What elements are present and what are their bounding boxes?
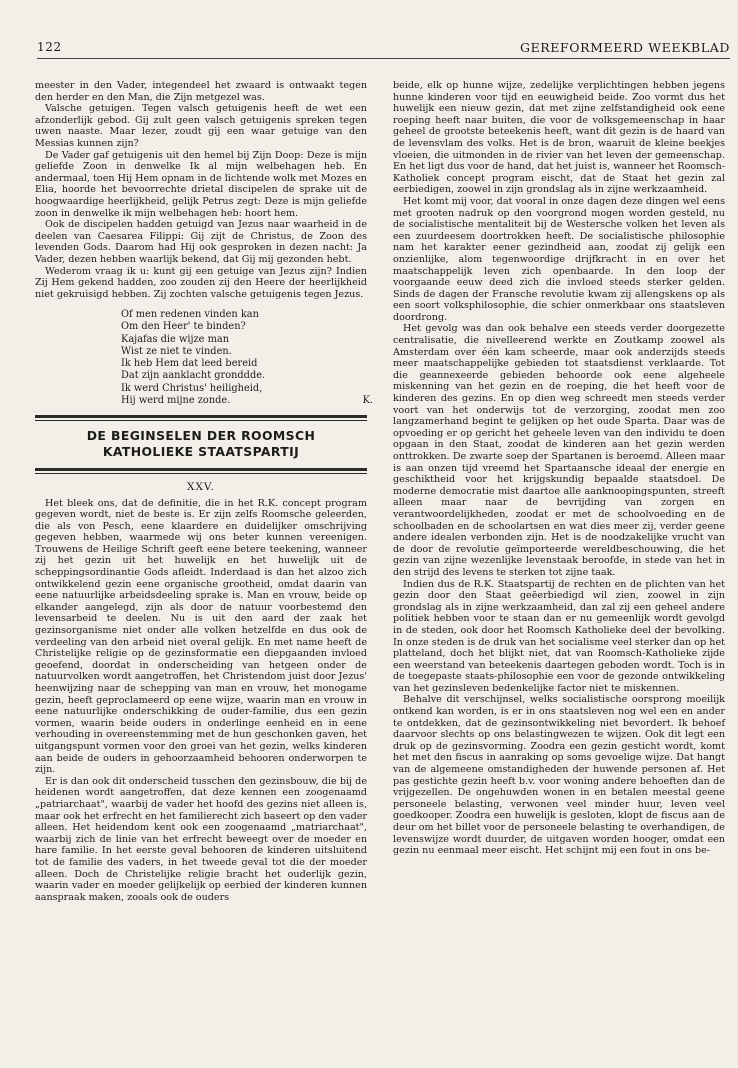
paragraph: Wederom vraag ik u: kunt gij een getuige van Jezus zijn? Indien Zij Hem gekend hadden, zoo zouden zij den Heere der heerlijkheid niet gekruisigd hebben. Zij zochten valsche getuigenis tegen Jezus. bbox=[35, 265, 367, 300]
poem-line: Om den Heer' te binden? bbox=[121, 321, 246, 333]
paragraph: Behalve dit verschijnsel, welks socialistische oorsprong moeilijk ontkend kan worden, is er in ons staatsleven nog wel een en ander te ontdekken, dat de gezinsontwikkeling niet bevordert. Ik behoef daarvoor slechts op ons belastingwezen te wijzen. Ook dit legt een druk op de gezinsvorming. Zoodra een gezin gesticht wordt, komt het met den fiscus in aanraking op soms gevoelige wijze. Dat hangt van de algemeene omstandigheden der huwende personen af. Het pas gestichte gezin heeft b.v. voor woning andere behoeften dan de vrijgezellen. De ongehuwden wonen in en betalen meestal geene personeele belasting, verwonen veel minder huur, leven veel goedkooper. Zoodra een huwelijk is gesloten, klopt de fiscus aan de deur om het billet voor de personeele belasting te overhandigen, de levenswijze wordt duurder, de uitgaven worden hooger, omdat een gezin nu eenmaal meer eischt. Het schijnt mij een fout in ons be- bbox=[393, 694, 725, 857]
poem-signature: K. bbox=[362, 394, 373, 406]
left-column bbox=[35, 80, 373, 903]
paragraph: Indien dus de R.K. Staatspartij de rechten en de plichten van het gezin door den Staat geëerbiedigd wil zien, zoowel in zijn grondslag als in zijne werkzaamheid, dan zal zij een geheel andere politiek hebben voor te staan dan er nu gemeenlijk wordt gevolgd in de steden, ook door het Roomsch Katholieke deel der bevolking. In onze steden is de druk van het socialisme veel sterker dan op het platteland, doch het blijkt niet, dat van Roomsch-Katholieke zijde een weerstand van beteekenis daartegen geboden wordt. Toch is in de toegepaste staats-philosophie een voor de gezonde ontwikkeling van het gezinsleven bedenkelijke factor niet te miskennen. bbox=[393, 578, 725, 694]
paragraph: Het komt mij voor, dat vooral in onze dagen deze dingen wel eens met grooten nadruk op den voorgrond mogen worden gesteld, nu de socialistische mentaliteit bij de Westersche volken het leven als een zuurdeesem doortrokken heeft. De socialistische philosophie nam het karakter eener gezindheid aan, zoodat zij gelijk een onzienlijke, alom tegenwoordige drijfkracht in en over het maatschappelijk leven zich openbaarde. In den loop der voorgaande eeuw deed zich die invloed steeds sterker gelden. Sinds de dagen der Fransche revolutie kwam zij allengskens op als een soort volksphilosophie, die schier onmerkbaar ons staatsleven doordrong. bbox=[393, 195, 725, 323]
poem-line: Of men redenen vinden kan bbox=[121, 309, 259, 321]
page-header bbox=[37, 38, 730, 59]
poem-line: Ik heb Hem dat leed bereid bbox=[121, 358, 258, 370]
paragraph: Valsche getuigen. Tegen valsch getuigenis heeft de wet een afzonderlijk gebod. Gij zult geen valsch getuigenis spreken tegen uwen naaste. Maar lezer, zoudt gij een waar getuige van den Messias kunnen zijn? bbox=[35, 103, 367, 149]
paragraph: Ook de discipelen hadden getuigd van Jezus naar waarheid in de deelen van Caesarea Filippi: Gij zijt de Christus, de Zoon des levenden Gods. Daarom had Hij ook gesproken in dezen nacht: Ja Vader, dezen hebben waarlijk bekend, dat Gij mij gezonden hebt. bbox=[35, 219, 367, 265]
right-column bbox=[393, 80, 725, 857]
poem-line: Wist ze niet te vinden. bbox=[121, 345, 232, 357]
paragraph: beide, elk op hunne wijze, zedelijke verplichtingen hebben jegens hunne kinderen voor tijd en eeuwigheid beide. Zoo vormt dus het huwelijk een nieuw gezin, dat met zijne zelfstandigheid ook eene roeping heeft naar buiten, die voor de volksgemeenschap in haar geheel de grootste beteekenis heeft, want dit gezin is de haard van de levensvlam des volks. Het is de bron, waaruit de kleine beekjes vloeien, die uitmonden in de rivier van het leven der gemeenschap. En het ligt dus voor de hand, dat het juist is, wanneer het Roomsch-Katholiek concept program eischt, dat de Staat het gezin zal eerbiedigen, zoowel in zijn grondslag als in zijne werkzaamheid. bbox=[393, 80, 725, 196]
poem-line: Dat zijn aanklacht gronddde. bbox=[121, 370, 266, 382]
paragraph: De Vader gaf getuigenis uit den hemel bij Zijn Doop: Deze is mijn geliefde Zoon in denwelke Ik al mijn welbehagen heb. En andermaal, toen Hij Hem opnam in de lichtende wolk met Mozes en Elia, hoorde het bevoorrechte drietal discipelen de sprake uit de hoogwaardige heerlijkheid, gelijk Petrus zegt: Deze is mijn geliefde zoon in denwelke ik mijn welbehagen heb: hoort hem. bbox=[35, 149, 367, 219]
paragraph: Het bleek ons, dat de definitie, die in het R.K. concept program gegeven wordt, niet de beste is. Er zijn zelfs Roomsche geleerden, die als von Pesch, eene klaardere en duidelijker omschrijving gegeven hebben, waarmede wij ons beter kunnen vereenigen. Trouwens de Heilige Schrift geeft eene betere teekening, wanneer zij het gezin uit het huwelijk en het huwelijk uit de scheppingsordinantie Gods afleidt. Inderdaad is dan het alzoo zich ontwikkelend gezin eene organische grootheid, omdat daarin van eene natuurlijke arbeidsdeeling sprake is. Man en vrouw, beide op elkander aangelegd, zijn als door de natuur voorbestemd den levensarbeid te deelen. Nu is uit den aard der zaak het gezinsorganisme niet onder alle volken hetzelfde en dus ook de verdeeling van den arbeid niet overal gelijk. En met name heeft de Christelijke religie op de gezinsformatie een diepgaanden invloed geoefend, doordat in onderscheiding van hetgeen onder de natuurvolken wordt aangetroffen, het Christendom juist door Jezus' heenwijzing naar de schepping van man en vrouw, het monogame gezin, heeft geproclameerd op eene wijze, waarin man en vrouw in eene natuurlijke onderschikking de ouder-familie, dus een gezin vormen, waarin beide ouders in onderlinge eenheid en in eene verhouding in overeenstemming met de hun geschonken gaven, het uitgangspunt vormen voor den groei van het gezin, welks kinderen aan beide de ouders in gehoorzaamheid behooren onderworpen te zijn. bbox=[35, 497, 367, 776]
page-number: 122 bbox=[37, 40, 62, 54]
paragraph: Er is dan ook dit onderscheid tusschen den gezinsbouw, die bij de heidenen wordt aangetroffen, dat deze kennen een zoogenaamd „patriarchaat", waarbij de vader het hoofd des gezins niet alleen is, maar ook het erfrecht en het familierecht zich baseert op den vader alleen. Het heidendom kent ook een zoogenaamd „matriarchaat", waarbij zich de linie van het erfrecht beweegt over de moeder en hare familie. In het eerste geval behooren de kinderen uitsluitend tot de familie des vaders, in het tweede geval tot die der moeder alleen. Doch de Christelijke religie bracht het ouderlijk gezin, waarin vader en moeder gelijkelijk op eerbied der kinderen kunnen aanspraak maken, zooals ook de ouders bbox=[35, 775, 367, 903]
poem-line: Hij werd mijne zonde. bbox=[121, 394, 231, 406]
paragraph: meester in den Vader, integendeel het zwaard is ontwaakt tegen den herder en den Man, die Zijn metgezel was. bbox=[35, 80, 367, 103]
poem bbox=[121, 309, 373, 407]
poem-line: Ik werd Christus' heiligheid, bbox=[121, 382, 263, 394]
section-title-line: DE BEGINSELEN DER ROOMSCH bbox=[86, 427, 316, 443]
poem-line: Kajafas die wijze man bbox=[121, 333, 230, 345]
section-divider-top bbox=[35, 415, 367, 421]
journal-title: GEREFORMEERD WEEKBLAD bbox=[519, 40, 730, 55]
paragraph: Het gevolg was dan ook behalve een steeds verder doorgezette centralisatie, die nivelleerend werkte en Zoutkamp zoowel als Amsterdam over één kam scheerde, maar ook anderzijds steeds meer maatschappelijke gebieden tot staatsdienst verklaarde. Tot die geannexeerde gebieden behoorde ook eene algeheele miskenning van het gezin en de roeping, die het heeft voor de kinderen des gezins. En op dien weg schreedt men steeds verder voort van het onderwijs tot de verzorging, zoodat men zoo langzamerhand begint te gelijken op het oude Sparta. Daar was de opvoeding er op gericht het geheele leven van den individu te doen opgaan in den Staat, zoodat de kinderen aan het gezin werden onttrokken. De zwarte soep der Spartanen is beroemd. Alleen maar is aan onzen tijd vreemd het Spartaansche ideaal der energie en geschiktheid voor het krijgskundig bepaalde staatsdoel. De moderne democratie mist daartoe alle aanknoopingspunten, streeft alleen maar naar de bevrijding van zorgen en verantwoordelijkheden, zoodat er met de schoolvoeding en de schoolbaden en de schoolartsen en wat dies meer zij, verder geene andere idealen verbonden zijn. Het is de noodzakelijke vrucht van de door de revolutie geïmporteerde wereldbeschouwing, die het gezin van zijne wezenlijke levenstaak beroofde, in stede van het in den strijd des levens te sterken tot zijne taak. bbox=[393, 323, 725, 578]
section-title-line: KATHOLIEKE STAATSPARTIJ bbox=[102, 443, 300, 459]
section-number: XXV. bbox=[186, 480, 216, 493]
section-title bbox=[35, 428, 367, 460]
section-divider-bottom bbox=[35, 468, 367, 474]
